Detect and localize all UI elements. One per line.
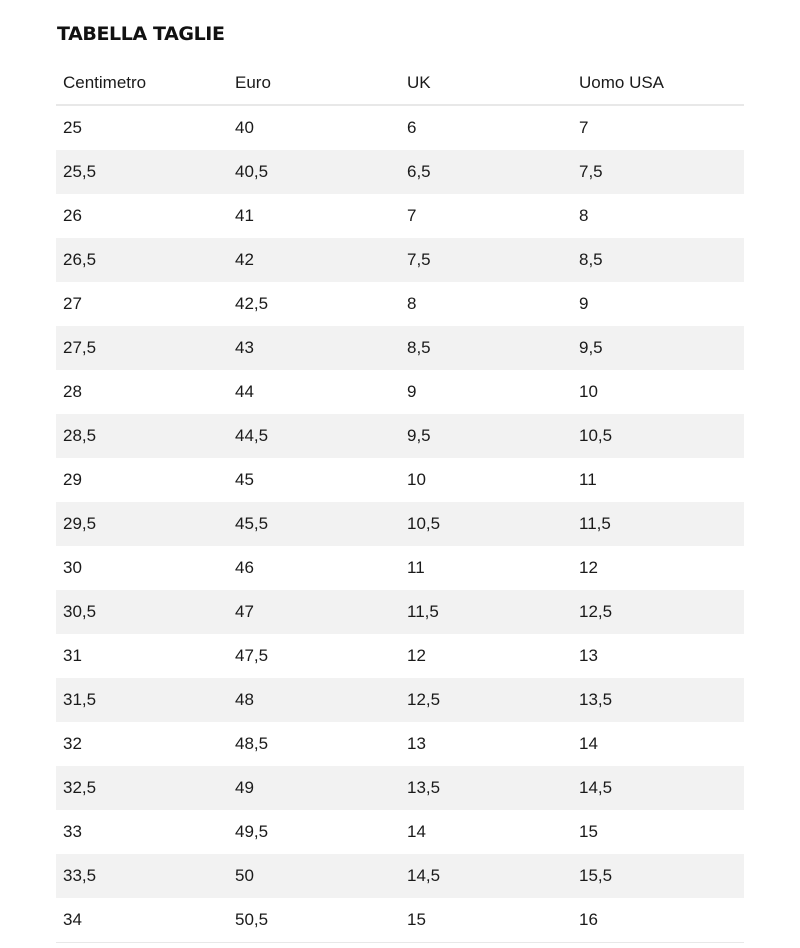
cell-uomo-usa: 11,5 <box>572 502 744 546</box>
cell-centimetro: 25,5 <box>56 150 228 194</box>
table-row <box>56 590 744 634</box>
cell-centimetro: 30,5 <box>56 590 228 634</box>
cell-centimetro: 33,5 <box>56 854 228 898</box>
cell-euro: 43 <box>228 326 400 370</box>
table-row <box>56 546 744 590</box>
cell-euro: 50 <box>228 854 400 898</box>
cell-euro: 49 <box>228 766 400 810</box>
header-row <box>56 62 744 105</box>
cell-uomo-usa: 9 <box>572 282 744 326</box>
cell-euro: 48 <box>228 678 400 722</box>
cell-uk: 10 <box>400 458 572 502</box>
cell-euro: 45,5 <box>228 502 400 546</box>
cell-uomo-usa: 13 <box>572 634 744 678</box>
table-row <box>56 854 744 898</box>
cell-uk: 7 <box>400 194 572 238</box>
table-row <box>56 810 744 854</box>
cell-uk: 14 <box>400 810 572 854</box>
cell-centimetro: 27 <box>56 282 228 326</box>
cell-euro: 47,5 <box>228 634 400 678</box>
table-row <box>56 722 744 766</box>
cell-uk: 11 <box>400 546 572 590</box>
cell-centimetro: 34 <box>56 898 228 943</box>
table-row <box>56 766 744 810</box>
cell-uk: 10,5 <box>400 502 572 546</box>
cell-centimetro: 26,5 <box>56 238 228 282</box>
cell-uomo-usa: 10 <box>572 370 744 414</box>
cell-centimetro: 31,5 <box>56 678 228 722</box>
cell-euro: 47 <box>228 590 400 634</box>
cell-euro: 42 <box>228 238 400 282</box>
cell-euro: 50,5 <box>228 898 400 943</box>
cell-centimetro: 28 <box>56 370 228 414</box>
table-row <box>56 150 744 194</box>
cell-uk: 14,5 <box>400 854 572 898</box>
cell-euro: 48,5 <box>228 722 400 766</box>
cell-centimetro: 31 <box>56 634 228 678</box>
table-body <box>56 105 744 943</box>
table-row <box>56 326 744 370</box>
column-header-centimetro: Centimetro <box>56 62 228 105</box>
cell-euro: 42,5 <box>228 282 400 326</box>
cell-uk: 13,5 <box>400 766 572 810</box>
cell-centimetro: 32 <box>56 722 228 766</box>
cell-centimetro: 26 <box>56 194 228 238</box>
cell-euro: 40,5 <box>228 150 400 194</box>
table-row <box>56 414 744 458</box>
cell-uomo-usa: 8,5 <box>572 238 744 282</box>
cell-uomo-usa: 12 <box>572 546 744 590</box>
table-row <box>56 634 744 678</box>
cell-uomo-usa: 14 <box>572 722 744 766</box>
cell-uomo-usa: 9,5 <box>572 326 744 370</box>
cell-euro: 44 <box>228 370 400 414</box>
cell-centimetro: 29,5 <box>56 502 228 546</box>
table-row <box>56 678 744 722</box>
cell-uomo-usa: 15 <box>572 810 744 854</box>
cell-centimetro: 28,5 <box>56 414 228 458</box>
table-row <box>56 502 744 546</box>
cell-uk: 12 <box>400 634 572 678</box>
table-row <box>56 370 744 414</box>
column-header-euro: Euro <box>228 62 400 105</box>
cell-uk: 12,5 <box>400 678 572 722</box>
cell-euro: 45 <box>228 458 400 502</box>
table-row <box>56 238 744 282</box>
table-row <box>56 282 744 326</box>
cell-uomo-usa: 15,5 <box>572 854 744 898</box>
cell-uomo-usa: 14,5 <box>572 766 744 810</box>
cell-uomo-usa: 7,5 <box>572 150 744 194</box>
cell-centimetro: 25 <box>56 105 228 150</box>
cell-uk: 8,5 <box>400 326 572 370</box>
table-row <box>56 898 744 943</box>
cell-uomo-usa: 12,5 <box>572 590 744 634</box>
cell-euro: 49,5 <box>228 810 400 854</box>
cell-uomo-usa: 10,5 <box>572 414 744 458</box>
cell-uomo-usa: 11 <box>572 458 744 502</box>
table-header <box>56 62 744 105</box>
cell-centimetro: 27,5 <box>56 326 228 370</box>
table-row <box>56 458 744 502</box>
page-title: TABELLA TAGLIE <box>57 23 225 45</box>
cell-euro: 46 <box>228 546 400 590</box>
cell-uk: 9 <box>400 370 572 414</box>
cell-uk: 6 <box>400 105 572 150</box>
column-header-uk: UK <box>400 62 572 105</box>
cell-uk: 7,5 <box>400 238 572 282</box>
cell-uomo-usa: 7 <box>572 105 744 150</box>
cell-centimetro: 33 <box>56 810 228 854</box>
cell-uk: 11,5 <box>400 590 572 634</box>
table-row <box>56 105 744 150</box>
cell-euro: 44,5 <box>228 414 400 458</box>
column-header-uomo-usa: Uomo USA <box>572 62 744 105</box>
cell-uk: 8 <box>400 282 572 326</box>
size-chart-table <box>56 62 744 943</box>
table-row <box>56 194 744 238</box>
cell-euro: 40 <box>228 105 400 150</box>
cell-uomo-usa: 16 <box>572 898 744 943</box>
cell-uomo-usa: 13,5 <box>572 678 744 722</box>
cell-uomo-usa: 8 <box>572 194 744 238</box>
cell-uk: 9,5 <box>400 414 572 458</box>
cell-uk: 13 <box>400 722 572 766</box>
cell-centimetro: 30 <box>56 546 228 590</box>
cell-centimetro: 29 <box>56 458 228 502</box>
cell-centimetro: 32,5 <box>56 766 228 810</box>
cell-uk: 15 <box>400 898 572 943</box>
cell-uk: 6,5 <box>400 150 572 194</box>
cell-euro: 41 <box>228 194 400 238</box>
